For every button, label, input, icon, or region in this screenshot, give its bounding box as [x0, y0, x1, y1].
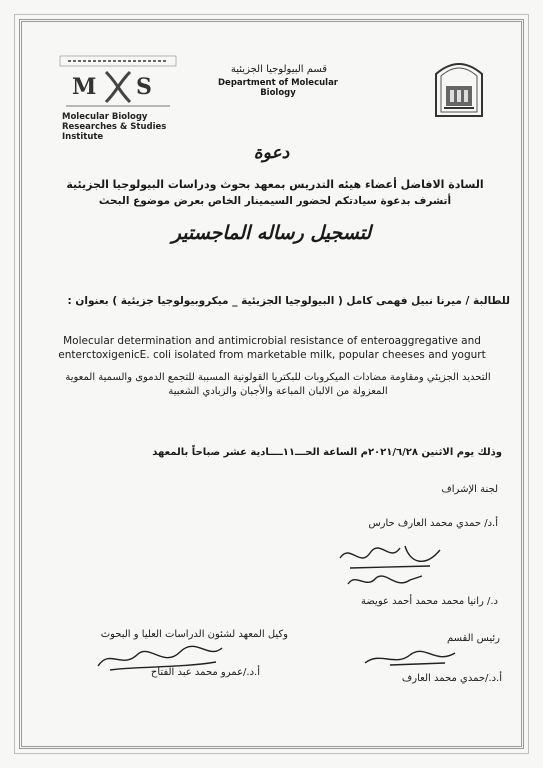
invitation-title: دعوة: [253, 143, 290, 163]
committee-member-1: أ.د/ حمدي محمد العارف حارس: [368, 518, 498, 529]
university-seal: [432, 56, 486, 118]
signature-dept-head: [360, 643, 460, 673]
committee-label: لجنة الإشراف: [441, 484, 498, 495]
department-name-en: Department of Molecular Biology: [218, 78, 338, 98]
department-name-ar: قسم البيولوجيا الجزيئية: [230, 64, 328, 75]
svg-text:M: M: [72, 74, 97, 100]
institute-name: Molecular Biology Researches & Studies Institute: [62, 112, 167, 142]
institute-logo: [58, 54, 178, 112]
dept-head-name: أ.د./حمدي محمد العارف: [401, 673, 502, 684]
vice-dean-title: وكيل المعهد لشئون الدراسات العليا و البحوث: [100, 629, 288, 640]
invitation-line-2: أتشرف بدعوة سيادتكم لحضور السيمينار الخاص بعرض موضوع البحث: [98, 195, 452, 207]
invitation-line-1: السادة الافاضل أعضاء هيئه التدريس بمعهد بحوث ودراسات البيولوجيا الجزيئية: [66, 178, 484, 191]
invitation-heading: لتسجيل رساله الماجستير: [171, 222, 372, 244]
student-line: للطالبة / ميرنا نبيل فهمى كامل ( البيولوجيا الجزيئية _ ميكروبيولوجيا جزيئية ) بعنوان :: [67, 295, 510, 307]
thesis-title-en: Molecular determination and antimicrobial resistance of enteroaggregative and enterctoxigenicE. coli isolated from marketable milk, popular cheeses and yogurt: [58, 335, 486, 361]
signature-member-2: [340, 566, 430, 594]
thesis-title-ar: التحديد الجزيئي ومقاومة مضادات الميكروبات للبكتريا القولونية المسببة للتجمع الدموى والسمية المعوية المعزولة من الالبان المباعة والأجبان والزبادي الشعبية: [65, 372, 491, 397]
date-line: وذلك يوم الاثنين ٢٠٢١/٦/٢٨م الساعة الحـــ١١ــــادية عشر صباحاً بالمعهد: [152, 447, 502, 458]
vice-dean-name: أ.د./عمرو محمد عبد الفتاح: [150, 667, 260, 678]
svg-text:S: S: [136, 74, 152, 100]
committee-member-2: د./ رانيا محمد محمد أحمد عويضة: [361, 596, 498, 607]
dept-head-title: رئيس القسم: [446, 633, 500, 644]
